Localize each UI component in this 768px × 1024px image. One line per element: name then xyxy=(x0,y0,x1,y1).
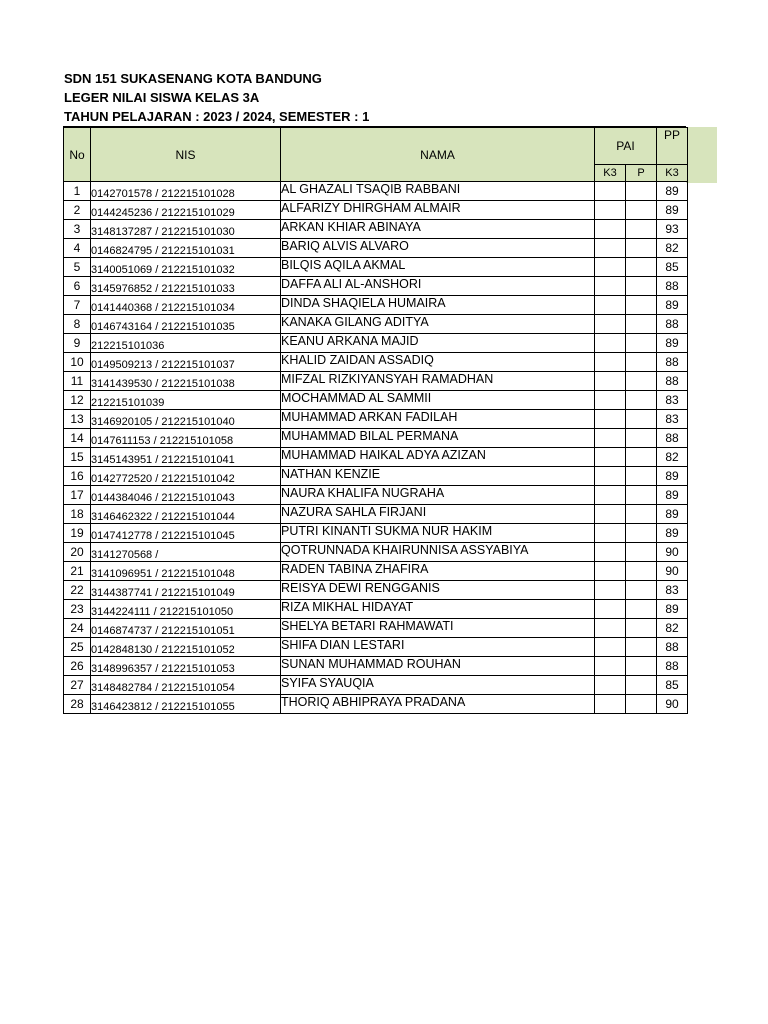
table-row xyxy=(64,543,688,562)
cell-pai-k3 xyxy=(595,543,626,562)
cell-nama: THORIQ ABHIPRAYA PRADANA xyxy=(281,695,595,714)
cell-nis: 3146920105 / 212215101040 xyxy=(91,410,281,429)
cell-nama: MUHAMMAD HAIKAL ADYA AZIZAN xyxy=(281,448,595,467)
cell-nis: 3145976852 / 212215101033 xyxy=(91,277,281,296)
table-row xyxy=(64,429,688,448)
cell-pai-k3 xyxy=(595,429,626,448)
cell-nis: 0141440368 / 212215101034 xyxy=(91,296,281,315)
table-row xyxy=(64,676,688,695)
table-row xyxy=(64,448,688,467)
cell-no: 13 xyxy=(64,410,91,429)
cell-pai-p xyxy=(626,676,657,695)
cell-pai-k3 xyxy=(595,676,626,695)
grade-table xyxy=(63,127,688,714)
cell-pai-k3 xyxy=(595,467,626,486)
cell-nis: 3148137287 / 212215101030 xyxy=(91,220,281,239)
cell-no: 12 xyxy=(64,391,91,410)
cell-nama: PUTRI KINANTI SUKMA NUR HAKIM xyxy=(281,524,595,543)
cell-pai-p xyxy=(626,657,657,676)
cell-no: 19 xyxy=(64,524,91,543)
cell-pai-p xyxy=(626,182,657,201)
cell-pp-k3: 89 xyxy=(657,201,688,220)
cell-nis: 3144387741 / 212215101049 xyxy=(91,581,281,600)
cell-pai-p xyxy=(626,315,657,334)
column-header-pp: PP xyxy=(657,128,688,165)
cell-pai-k3 xyxy=(595,201,626,220)
school-name: SDN 151 SUKASENANG KOTA BANDUNG xyxy=(64,71,322,86)
cell-no: 14 xyxy=(64,429,91,448)
cell-pai-p xyxy=(626,448,657,467)
cell-nama: QOTRUNNADA KHAIRUNNISA ASSYABIYA xyxy=(281,543,595,562)
cell-no: 10 xyxy=(64,353,91,372)
cell-nis: 0142701578 / 212215101028 xyxy=(91,182,281,201)
cell-pp-k3: 83 xyxy=(657,410,688,429)
cell-pai-p xyxy=(626,505,657,524)
cell-nis: 3146423812 / 212215101055 xyxy=(91,695,281,714)
cell-pai-p xyxy=(626,239,657,258)
cell-nama: KANAKA GILANG ADITYA xyxy=(281,315,595,334)
cell-nis: 0146824795 / 212215101031 xyxy=(91,239,281,258)
cell-nama: NATHAN KENZIE xyxy=(281,467,595,486)
table-row xyxy=(64,182,688,201)
cell-pai-p xyxy=(626,619,657,638)
cell-pai-p xyxy=(626,581,657,600)
cell-pai-p xyxy=(626,410,657,429)
cell-nis: 0144245236 / 212215101029 xyxy=(91,201,281,220)
cell-pai-k3 xyxy=(595,182,626,201)
cell-nis: 3140051069 / 212215101032 xyxy=(91,258,281,277)
cell-pp-k3: 88 xyxy=(657,353,688,372)
cell-nama: KHALID ZAIDAN ASSADIQ xyxy=(281,353,595,372)
cell-pp-k3: 90 xyxy=(657,562,688,581)
cell-no: 2 xyxy=(64,201,91,220)
cell-pai-k3 xyxy=(595,562,626,581)
cell-no: 27 xyxy=(64,676,91,695)
cell-no: 24 xyxy=(64,619,91,638)
cell-pp-k3: 88 xyxy=(657,315,688,334)
cell-pai-k3 xyxy=(595,600,626,619)
cell-nama: BARIQ ALVIS ALVARO xyxy=(281,239,595,258)
cell-nis: 0147611153 / 212215101058 xyxy=(91,429,281,448)
cell-nis: 212215101039 xyxy=(91,391,281,410)
cell-pai-k3 xyxy=(595,277,626,296)
cell-nama: RADEN TABINA ZHAFIRA xyxy=(281,562,595,581)
cell-nis: 3144224111 / 212215101050 xyxy=(91,600,281,619)
table-row xyxy=(64,410,688,429)
cell-no: 7 xyxy=(64,296,91,315)
cell-nama: NAZURA SAHLA FIRJANI xyxy=(281,505,595,524)
cell-no: 28 xyxy=(64,695,91,714)
column-header-pai: PAI xyxy=(595,128,657,165)
cell-pai-p xyxy=(626,543,657,562)
subheader-pai-p: P xyxy=(626,165,657,182)
header-fill xyxy=(686,127,717,183)
cell-no: 5 xyxy=(64,258,91,277)
table-row xyxy=(64,353,688,372)
cell-pai-p xyxy=(626,467,657,486)
cell-nama: NAURA KHALIFA NUGRAHA xyxy=(281,486,595,505)
cell-pp-k3: 89 xyxy=(657,505,688,524)
cell-pp-k3: 82 xyxy=(657,619,688,638)
cell-pp-k3: 93 xyxy=(657,220,688,239)
document-header xyxy=(64,69,369,126)
table-row xyxy=(64,220,688,239)
table-row xyxy=(64,657,688,676)
cell-no: 21 xyxy=(64,562,91,581)
cell-pai-k3 xyxy=(595,353,626,372)
cell-nis: 212215101036 xyxy=(91,334,281,353)
table-row xyxy=(64,486,688,505)
cell-pp-k3: 88 xyxy=(657,657,688,676)
cell-nis: 0147412778 / 212215101045 xyxy=(91,524,281,543)
cell-nama: MIFZAL RIZKIYANSYAH RAMADHAN xyxy=(281,372,595,391)
cell-pai-p xyxy=(626,334,657,353)
cell-pai-k3 xyxy=(595,258,626,277)
cell-pp-k3: 82 xyxy=(657,448,688,467)
cell-pai-p xyxy=(626,600,657,619)
cell-pai-k3 xyxy=(595,619,626,638)
cell-pp-k3: 89 xyxy=(657,334,688,353)
cell-pai-k3 xyxy=(595,410,626,429)
cell-pai-k3 xyxy=(595,315,626,334)
table-row xyxy=(64,391,688,410)
cell-pai-k3 xyxy=(595,239,626,258)
cell-nama: DAFFA ALI AL-ANSHORI xyxy=(281,277,595,296)
cell-nis: 0149509213 / 212215101037 xyxy=(91,353,281,372)
cell-pp-k3: 89 xyxy=(657,467,688,486)
cell-nama: BILQIS AQILA AKMAL xyxy=(281,258,595,277)
cell-pai-p xyxy=(626,695,657,714)
table-row xyxy=(64,201,688,220)
cell-pp-k3: 90 xyxy=(657,543,688,562)
cell-nis: 0142848130 / 212215101052 xyxy=(91,638,281,657)
cell-pai-k3 xyxy=(595,334,626,353)
cell-no: 18 xyxy=(64,505,91,524)
cell-pp-k3: 89 xyxy=(657,524,688,543)
cell-pai-p xyxy=(626,486,657,505)
table-row xyxy=(64,258,688,277)
cell-pp-k3: 89 xyxy=(657,182,688,201)
cell-nama: KEANU ARKANA MAJID xyxy=(281,334,595,353)
cell-pai-k3 xyxy=(595,581,626,600)
table-row xyxy=(64,581,688,600)
table-row xyxy=(64,239,688,258)
cell-nis: 3141096951 / 212215101048 xyxy=(91,562,281,581)
cell-nama: AL GHAZALI TSAQIB RABBANI xyxy=(281,182,595,201)
cell-pp-k3: 83 xyxy=(657,581,688,600)
cell-pai-k3 xyxy=(595,372,626,391)
cell-nis: 0142772520 / 212215101042 xyxy=(91,467,281,486)
cell-no: 11 xyxy=(64,372,91,391)
cell-no: 15 xyxy=(64,448,91,467)
subheader-pai-k3: K3 xyxy=(595,165,626,182)
cell-no: 1 xyxy=(64,182,91,201)
cell-pai-k3 xyxy=(595,524,626,543)
table-row xyxy=(64,600,688,619)
table-row xyxy=(64,372,688,391)
cell-no: 20 xyxy=(64,543,91,562)
cell-pai-k3 xyxy=(595,657,626,676)
column-header-nis: NIS xyxy=(91,128,281,182)
cell-no: 8 xyxy=(64,315,91,334)
cell-pai-p xyxy=(626,638,657,657)
table-row xyxy=(64,277,688,296)
cell-no: 9 xyxy=(64,334,91,353)
cell-nama: DINDA SHAQIELA HUMAIRA xyxy=(281,296,595,315)
cell-pai-p xyxy=(626,372,657,391)
table-row xyxy=(64,562,688,581)
cell-no: 4 xyxy=(64,239,91,258)
cell-pai-k3 xyxy=(595,486,626,505)
subheader-pp-k3: K3 xyxy=(657,165,688,182)
cell-pai-p xyxy=(626,562,657,581)
document-title: LEGER NILAI SISWA KELAS 3A xyxy=(64,90,260,105)
cell-no: 22 xyxy=(64,581,91,600)
table-body xyxy=(64,182,688,714)
cell-nama: ARKAN KHIAR ABINAYA xyxy=(281,220,595,239)
cell-nis: 3146462322 / 212215101044 xyxy=(91,505,281,524)
cell-nama: SUNAN MUHAMMAD ROUHAN xyxy=(281,657,595,676)
cell-pai-p xyxy=(626,296,657,315)
cell-nama: MUHAMMAD BILAL PERMANA xyxy=(281,429,595,448)
cell-nis: 3145143951 / 212215101041 xyxy=(91,448,281,467)
column-header-no: No xyxy=(64,128,91,182)
cell-pai-p xyxy=(626,277,657,296)
cell-nis: 3148482784 / 212215101054 xyxy=(91,676,281,695)
table-row xyxy=(64,505,688,524)
cell-pp-k3: 88 xyxy=(657,429,688,448)
cell-nama: RIZA MIKHAL HIDAYAT xyxy=(281,600,595,619)
table-row xyxy=(64,524,688,543)
cell-no: 16 xyxy=(64,467,91,486)
cell-pp-k3: 90 xyxy=(657,695,688,714)
cell-pp-k3: 85 xyxy=(657,258,688,277)
cell-no: 23 xyxy=(64,600,91,619)
cell-no: 3 xyxy=(64,220,91,239)
table-row xyxy=(64,296,688,315)
cell-pai-k3 xyxy=(595,220,626,239)
cell-pai-p xyxy=(626,258,657,277)
cell-pai-p xyxy=(626,429,657,448)
cell-pp-k3: 82 xyxy=(657,239,688,258)
cell-pai-k3 xyxy=(595,695,626,714)
cell-pp-k3: 88 xyxy=(657,277,688,296)
cell-pai-k3 xyxy=(595,505,626,524)
cell-nis: 3141439530 / 212215101038 xyxy=(91,372,281,391)
cell-pai-p xyxy=(626,220,657,239)
column-header-nama: NAMA xyxy=(281,128,595,182)
cell-nis: 3141270568 / xyxy=(91,543,281,562)
table-row xyxy=(64,467,688,486)
cell-pai-p xyxy=(626,201,657,220)
cell-pai-k3 xyxy=(595,391,626,410)
cell-nama: MUHAMMAD ARKAN FADILAH xyxy=(281,410,595,429)
table-row xyxy=(64,619,688,638)
cell-nama: SYIFA SYAUQIA xyxy=(281,676,595,695)
cell-nis: 0146743164 / 212215101035 xyxy=(91,315,281,334)
cell-pp-k3: 89 xyxy=(657,486,688,505)
cell-no: 17 xyxy=(64,486,91,505)
cell-pai-p xyxy=(626,353,657,372)
cell-pai-k3 xyxy=(595,296,626,315)
cell-no: 25 xyxy=(64,638,91,657)
academic-year: TAHUN PELAJARAN : 2023 / 2024, SEMESTER : 1 xyxy=(64,109,370,124)
cell-nama: REISYA DEWI RENGGANIS xyxy=(281,581,595,600)
cell-nis: 0146874737 / 212215101051 xyxy=(91,619,281,638)
table-row xyxy=(64,638,688,657)
cell-pp-k3: 85 xyxy=(657,676,688,695)
cell-nis: 0144384046 / 212215101043 xyxy=(91,486,281,505)
cell-pp-k3: 88 xyxy=(657,372,688,391)
cell-pai-k3 xyxy=(595,638,626,657)
cell-pai-k3 xyxy=(595,448,626,467)
table-row xyxy=(64,334,688,353)
cell-pp-k3: 89 xyxy=(657,600,688,619)
cell-nama: SHIFA DIAN LESTARI xyxy=(281,638,595,657)
cell-no: 26 xyxy=(64,657,91,676)
cell-nama: MOCHAMMAD AL SAMMII xyxy=(281,391,595,410)
cell-pp-k3: 83 xyxy=(657,391,688,410)
cell-nama: SHELYA BETARI RAHMAWATI xyxy=(281,619,595,638)
cell-pp-k3: 88 xyxy=(657,638,688,657)
cell-nama: ALFARIZY DHIRGHAM ALMAIR xyxy=(281,201,595,220)
cell-no: 6 xyxy=(64,277,91,296)
cell-pp-k3: 89 xyxy=(657,296,688,315)
cell-pai-p xyxy=(626,391,657,410)
table-row xyxy=(64,315,688,334)
table-row xyxy=(64,695,688,714)
cell-nis: 3148996357 / 212215101053 xyxy=(91,657,281,676)
cell-pai-p xyxy=(626,524,657,543)
